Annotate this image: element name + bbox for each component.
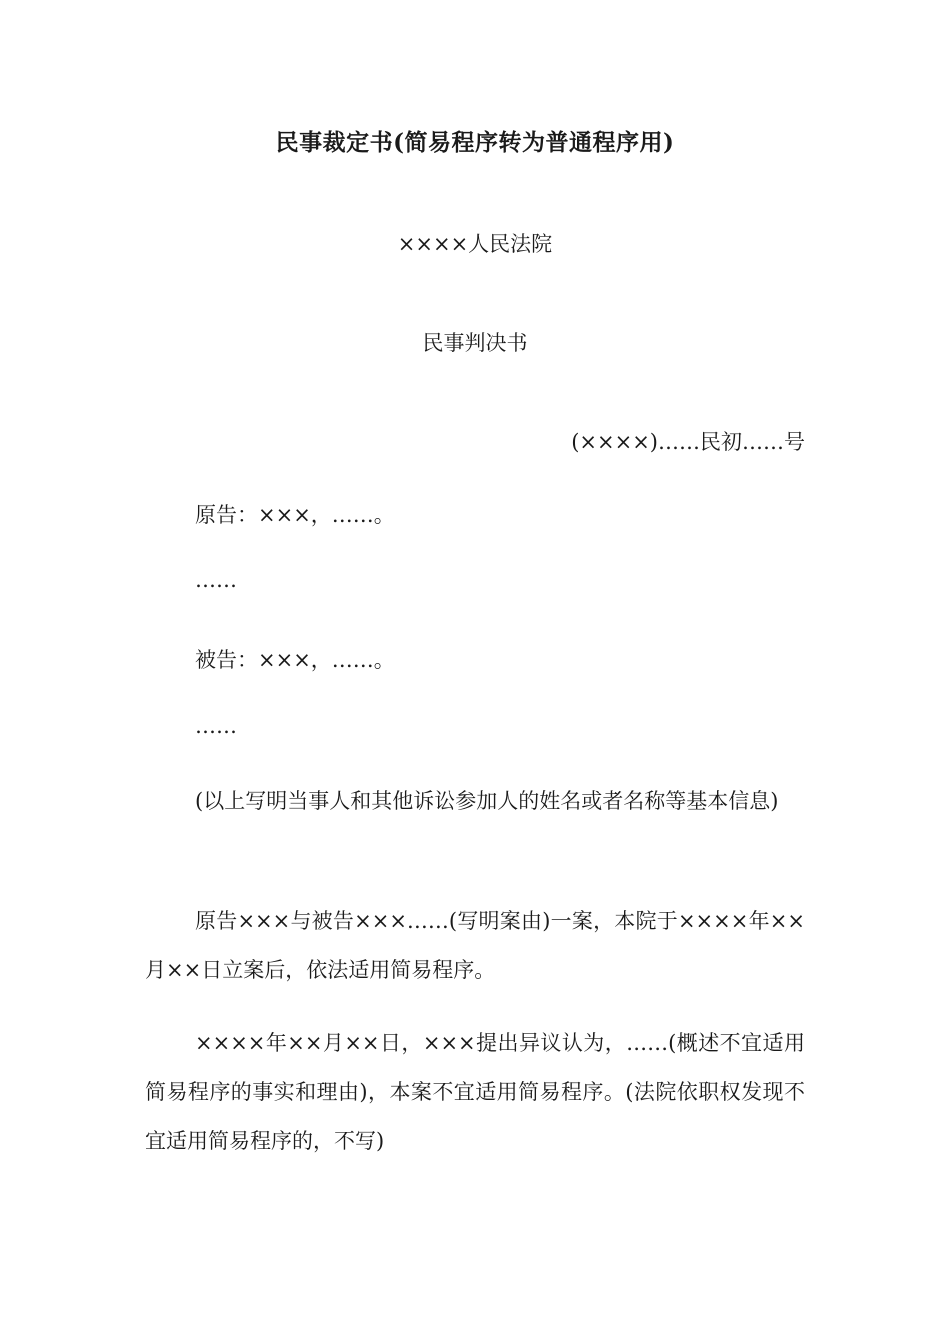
court-name: ××××人民法院 [397, 232, 553, 256]
ellipsis-line: …… [195, 714, 237, 738]
objection-paragraph: ××××年××月××日，×××提出异议认为，……(概述不宜适用简易程序的事实和理由)，本案不宜适用简易程序。(法院依职权发现不宜适用简易程序的，不写) [145, 1031, 805, 1153]
document-type: 民事判决书 [422, 331, 528, 355]
ellipsis-line: …… [195, 568, 237, 592]
plaintiff-line: 原告：×××，……。 [195, 503, 395, 527]
case-number: (××××)……民初……号 [571, 430, 805, 454]
defendant-line: 被告：×××，……。 [195, 648, 395, 672]
filing-paragraph: 原告×××与被告×××……(写明案由)一案，本院于××××年××月××日立案后，依法适用简易程序。 [145, 909, 805, 982]
document-title: 民事裁定书(简易程序转为普通程序用) [275, 129, 675, 156]
party-note-paragraph: (以上写明当事人和其他诉讼参加人的姓名或者名称等基本信息) [195, 789, 779, 813]
